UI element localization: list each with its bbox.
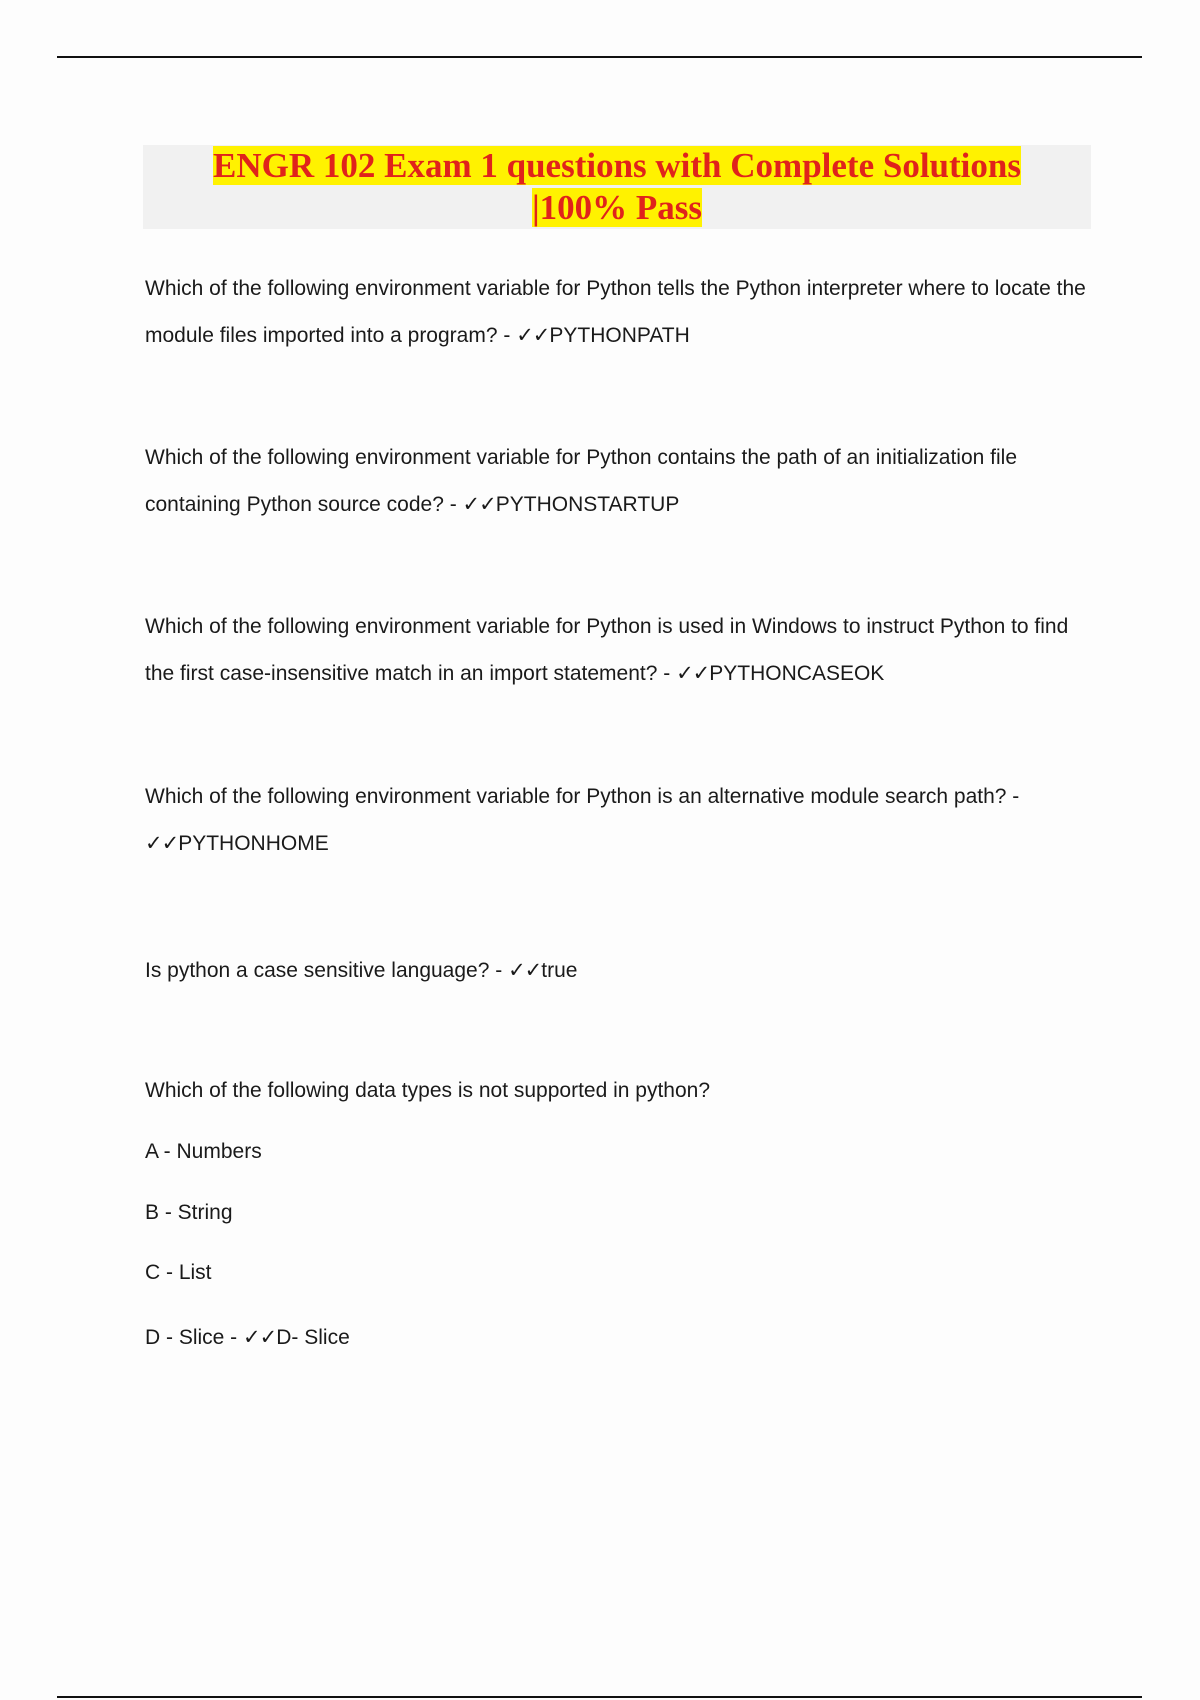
answer-text: PYTHONSTARTUP xyxy=(495,493,680,516)
answer-text: PYTHONCASEOK xyxy=(709,662,885,685)
question-text: Which of the following environment variable for Python contains the path of an initialization file containing Python source code? - xyxy=(145,446,1017,516)
question-text: Is python a case sensitive language? - xyxy=(145,959,503,982)
answer-text: true xyxy=(541,959,578,982)
question-item xyxy=(145,774,1095,867)
question-item xyxy=(145,435,1095,528)
check-icon: ✓✓ xyxy=(462,492,496,516)
option-d: D - Slice - ✓✓D- Slice xyxy=(145,1325,350,1349)
check-icon: ✓✓ xyxy=(676,661,710,685)
option-c: C - List xyxy=(145,1261,212,1284)
option-a: A - Numbers xyxy=(145,1140,262,1163)
title-line-1: ENGR 102 Exam 1 questions with Complete Solutions xyxy=(212,146,1021,185)
header-rule xyxy=(57,56,1142,58)
check-icon: ✓✓ xyxy=(508,958,542,982)
mc-question xyxy=(145,1068,1095,1114)
check-icon: ✓✓ xyxy=(243,1325,277,1349)
check-icon: ✓✓ xyxy=(516,323,550,347)
document-title xyxy=(143,145,1091,229)
question-text: Which of the following data types is not supported in python? xyxy=(145,1079,711,1102)
question-text: Which of the following environment variable for Python is an alternative module search path? - xyxy=(145,785,1020,808)
title-line-2: |100% Pass xyxy=(531,188,703,227)
question-item xyxy=(145,604,1095,697)
question-item xyxy=(145,266,1095,359)
question-text: Which of the following environment variable for Python tells the Python interpreter where to locate the module files imported into a program? - xyxy=(145,277,1086,347)
answer-text: PYTHONPATH xyxy=(549,324,690,347)
check-icon: ✓✓ xyxy=(145,831,179,855)
question-item xyxy=(145,947,1095,994)
option-b: B - String xyxy=(145,1201,233,1224)
answer-text: PYTHONHOME xyxy=(178,832,329,855)
question-text: Which of the following environment variable for Python is used in Windows to instruct Python to find the first case-insensitive match in an import statement? - xyxy=(145,615,1069,685)
footer-rule xyxy=(57,1696,1142,1698)
answer-text: D- Slice xyxy=(276,1326,350,1349)
